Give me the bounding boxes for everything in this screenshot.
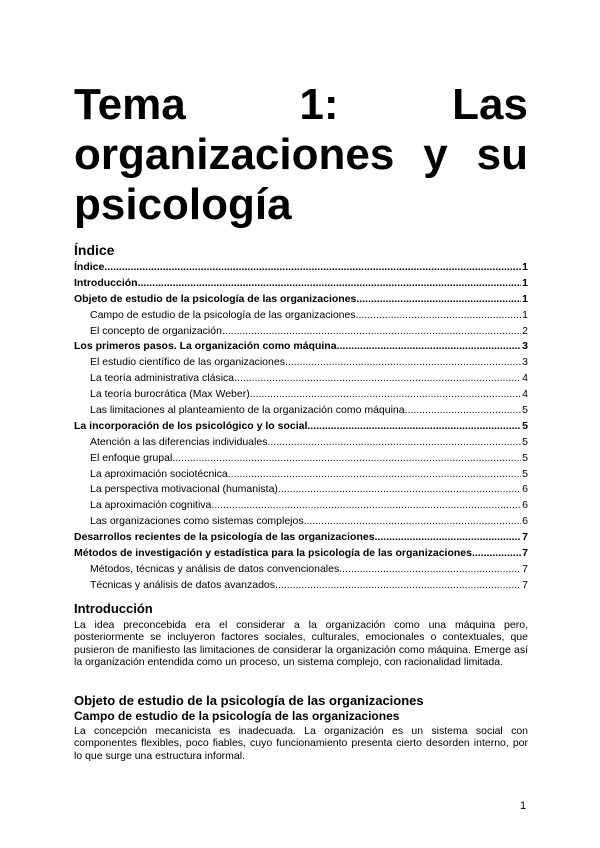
document-title <box>74 80 528 230</box>
toc-entry-page: 6 <box>522 499 528 512</box>
toc-entry-title: Índice <box>74 261 105 273</box>
toc-entry-page: 5 <box>522 404 528 417</box>
toc-entry[interactable] <box>74 309 528 325</box>
toc-entry[interactable] <box>74 277 528 293</box>
title-word: Las <box>452 80 528 129</box>
toc-entry-title: El estudio científico de las organizaciones <box>90 356 285 369</box>
toc-entry-page: 1 <box>522 308 528 321</box>
toc-leader-dots <box>339 563 521 575</box>
section-introduccion <box>74 601 528 669</box>
table-of-contents <box>74 261 528 595</box>
toc-entry-page: 1 <box>522 261 528 273</box>
toc-entry[interactable] <box>74 452 528 468</box>
toc-entry-title: Atención a las diferencias individuales <box>90 435 268 448</box>
toc-leader-dots <box>138 277 522 289</box>
title-word: su <box>476 130 528 179</box>
toc-entry-title: El concepto de organización <box>90 324 222 337</box>
section-paragraph: La idea preconcebida era el considerar a la organización como una máquina pero, posteriormente se incluyeron factores sociales, culturales, emocionales o contextuales, que pusieron de manifiesto las limitaciones de considerar la organización como máquina. Emerge así la organización entendida como un proceso, un sistema complejo, con racionalidad limitada. <box>74 619 528 669</box>
toc-leader-dots <box>172 452 521 464</box>
section-heading: Objeto de estudio de la psicología de las organizaciones <box>74 693 424 708</box>
toc-leader-dots <box>228 468 521 480</box>
toc-leader-dots <box>285 356 521 368</box>
toc-leader-dots <box>104 261 521 273</box>
toc-entry[interactable] <box>74 388 528 404</box>
toc-entry-title: Objeto de estudio de la psicología de las organizaciones <box>74 292 357 305</box>
title-word: Tema <box>74 80 186 129</box>
title-word: 1: <box>299 80 339 129</box>
toc-entry-title: Introducción <box>74 276 138 289</box>
toc-entry-title: Técnicas y análisis de datos avanzados <box>90 578 276 591</box>
toc-entry-title: Métodos, técnicas y análisis de datos convencionales <box>90 562 340 575</box>
toc-entry[interactable] <box>74 468 528 484</box>
toc-entry-page: 4 <box>522 372 528 385</box>
toc-entry[interactable] <box>74 293 528 309</box>
toc-entry-title: La teoría administrativa clásica <box>90 372 235 385</box>
toc-entry-title: La perspectiva motivacional (humanista) <box>90 483 278 496</box>
toc-entry[interactable] <box>74 563 528 579</box>
toc-leader-dots <box>222 325 521 337</box>
toc-entry[interactable] <box>74 372 528 388</box>
title-word: y <box>423 130 448 179</box>
title-word: organizaciones <box>74 130 395 179</box>
toc-entry[interactable] <box>74 531 528 547</box>
toc-leader-dots <box>472 547 521 559</box>
toc-leader-dots <box>267 436 521 448</box>
toc-entry-title: Desarrollos recientes de la psicología de las organizaciones <box>74 531 375 544</box>
toc-entry[interactable] <box>74 499 528 515</box>
toc-entry-title: Métodos de investigación y estadística para la psicología de las organizaciones <box>74 547 472 560</box>
toc-entry-title: Las limitaciones al planteamiento de la organización como máquina <box>90 404 405 417</box>
toc-entry[interactable] <box>74 340 528 356</box>
toc-entry-page: 4 <box>522 388 528 401</box>
toc-leader-dots <box>356 293 521 305</box>
toc-heading: Índice <box>74 242 115 258</box>
title-line-1 <box>74 80 528 130</box>
title-line-3 <box>74 180 528 230</box>
toc-entry-title: La aproximación sociotécnica <box>90 467 228 480</box>
toc-entry-title: La aproximación cognitiva <box>90 499 212 512</box>
toc-entry-page: 3 <box>522 356 528 369</box>
toc-entry-page: 7 <box>522 578 528 591</box>
toc-entry-title: Los primeros pasos. La organización como máquina <box>74 340 337 353</box>
toc-leader-dots <box>356 309 522 321</box>
toc-leader-dots <box>307 420 521 432</box>
page-number: 1 <box>520 800 527 812</box>
toc-entry[interactable] <box>74 515 528 531</box>
toc-entry-title: La teoría burocrática (Max Weber) <box>90 388 250 401</box>
toc-entry[interactable] <box>74 579 528 595</box>
toc-leader-dots <box>278 483 521 495</box>
toc-leader-dots <box>337 340 522 352</box>
toc-entry-page: 2 <box>522 324 528 337</box>
toc-entry-page: 6 <box>522 515 528 528</box>
subsection-heading: Campo de estudio de la psicología de las organizaciones <box>74 709 400 723</box>
toc-entry-title: Las organizaciones como sistemas complejos <box>90 515 304 528</box>
toc-entry-title: La incorporación de los psicológico y lo social <box>74 419 308 432</box>
toc-entry-page: 7 <box>522 547 528 560</box>
toc-leader-dots <box>234 372 521 384</box>
toc-entry-title: Campo de estudio de la psicología de las organizaciones <box>90 308 356 321</box>
toc-leader-dots <box>211 499 521 511</box>
toc-entry-page: 5 <box>522 435 528 448</box>
toc-entry-page: 6 <box>522 483 528 496</box>
toc-entry[interactable] <box>74 436 528 452</box>
toc-leader-dots <box>405 404 522 416</box>
toc-leader-dots <box>275 579 521 591</box>
toc-entry-page: 7 <box>522 531 528 544</box>
title-line-2 <box>74 130 528 180</box>
toc-entry-page: 5 <box>522 451 528 464</box>
toc-entry-page: 1 <box>522 292 528 305</box>
toc-entry[interactable] <box>74 404 528 420</box>
toc-entry-page: 7 <box>522 562 528 575</box>
toc-entry-title: El enfoque grupal <box>90 451 173 464</box>
toc-entry[interactable] <box>74 420 528 436</box>
toc-leader-dots <box>250 388 521 400</box>
toc-entry[interactable] <box>74 356 528 372</box>
title-word: psicología <box>74 180 292 229</box>
toc-entry-page: 1 <box>522 276 528 289</box>
toc-entry-page: 5 <box>522 467 528 480</box>
toc-entry[interactable] <box>74 325 528 341</box>
section-objeto-de-estudio <box>74 693 528 762</box>
toc-entry-page: 3 <box>522 340 528 353</box>
toc-entry[interactable] <box>74 261 528 277</box>
section-heading: Introducción <box>74 601 153 616</box>
toc-entry-page: 5 <box>522 419 528 432</box>
toc-leader-dots <box>375 531 522 543</box>
section-paragraph: La concepción mecanicista es inadecuada. La organización es un sistema social con componentes flexibles, poco fiables, cuyo funcionamiento presenta cierto desorden interno, por lo que surge una estructura informal. <box>74 725 528 762</box>
toc-entry[interactable] <box>74 483 528 499</box>
toc-leader-dots <box>304 515 522 527</box>
toc-entry[interactable] <box>74 547 528 563</box>
